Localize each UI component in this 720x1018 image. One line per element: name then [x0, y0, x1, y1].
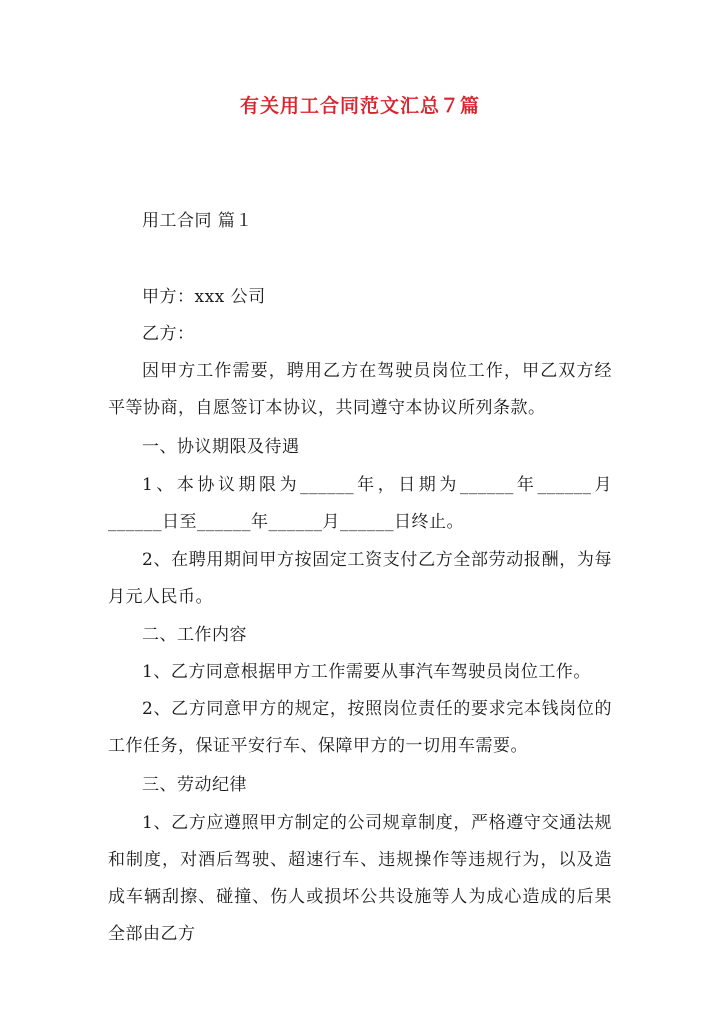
party-a: 甲方：xxx 公司 [142, 287, 266, 307]
heading-work-content: 二、工作内容 [142, 625, 247, 645]
intro-paragraph: 因甲方工作需要，聘用乙方在驾驶员岗位工作，甲乙双方经平等协商，自愿签订本协议，共同遵守本协议所列条款。 [108, 361, 612, 418]
heading-term-and-pay: 一、协议期限及待遇 [142, 437, 300, 457]
clause-2-1: 1、乙方同意根据甲方工作需要从事汽车驾驶员岗位工作。 [142, 662, 591, 682]
clause-2-2: 2、乙方同意甲方的规定，按照岗位责任的要求完本钱岗位的工作任务，保证平安行车、保障甲方的一切用车需要。 [108, 699, 612, 756]
party-b: 乙方： [142, 324, 195, 344]
clause-3-1: 1、乙方应遵照甲方制定的公司规章制度，严格遵守交通法规和制度，对酒后驾驶、超速行车、违规操作等违规行为，以及造成车辆刮擦、碰撞、伤人或损坏公共设施等人为成心造成的后果全部由乙方 [108, 813, 612, 944]
clause-1-1: 1、本协议期限为______年，日期为______年______月______日至______年______月______日终止。 [108, 475, 612, 532]
document-title: 有关用工合同范文汇总７篇 [239, 95, 480, 117]
heading-labor-discipline: 三、劳动纪律 [142, 775, 247, 795]
section-heading: 用工合同 篇１ [142, 211, 253, 231]
clause-1-2: 2、在聘用期间甲方按固定工资支付乙方全部劳动报酬，为每月元人民币。 [108, 550, 612, 607]
